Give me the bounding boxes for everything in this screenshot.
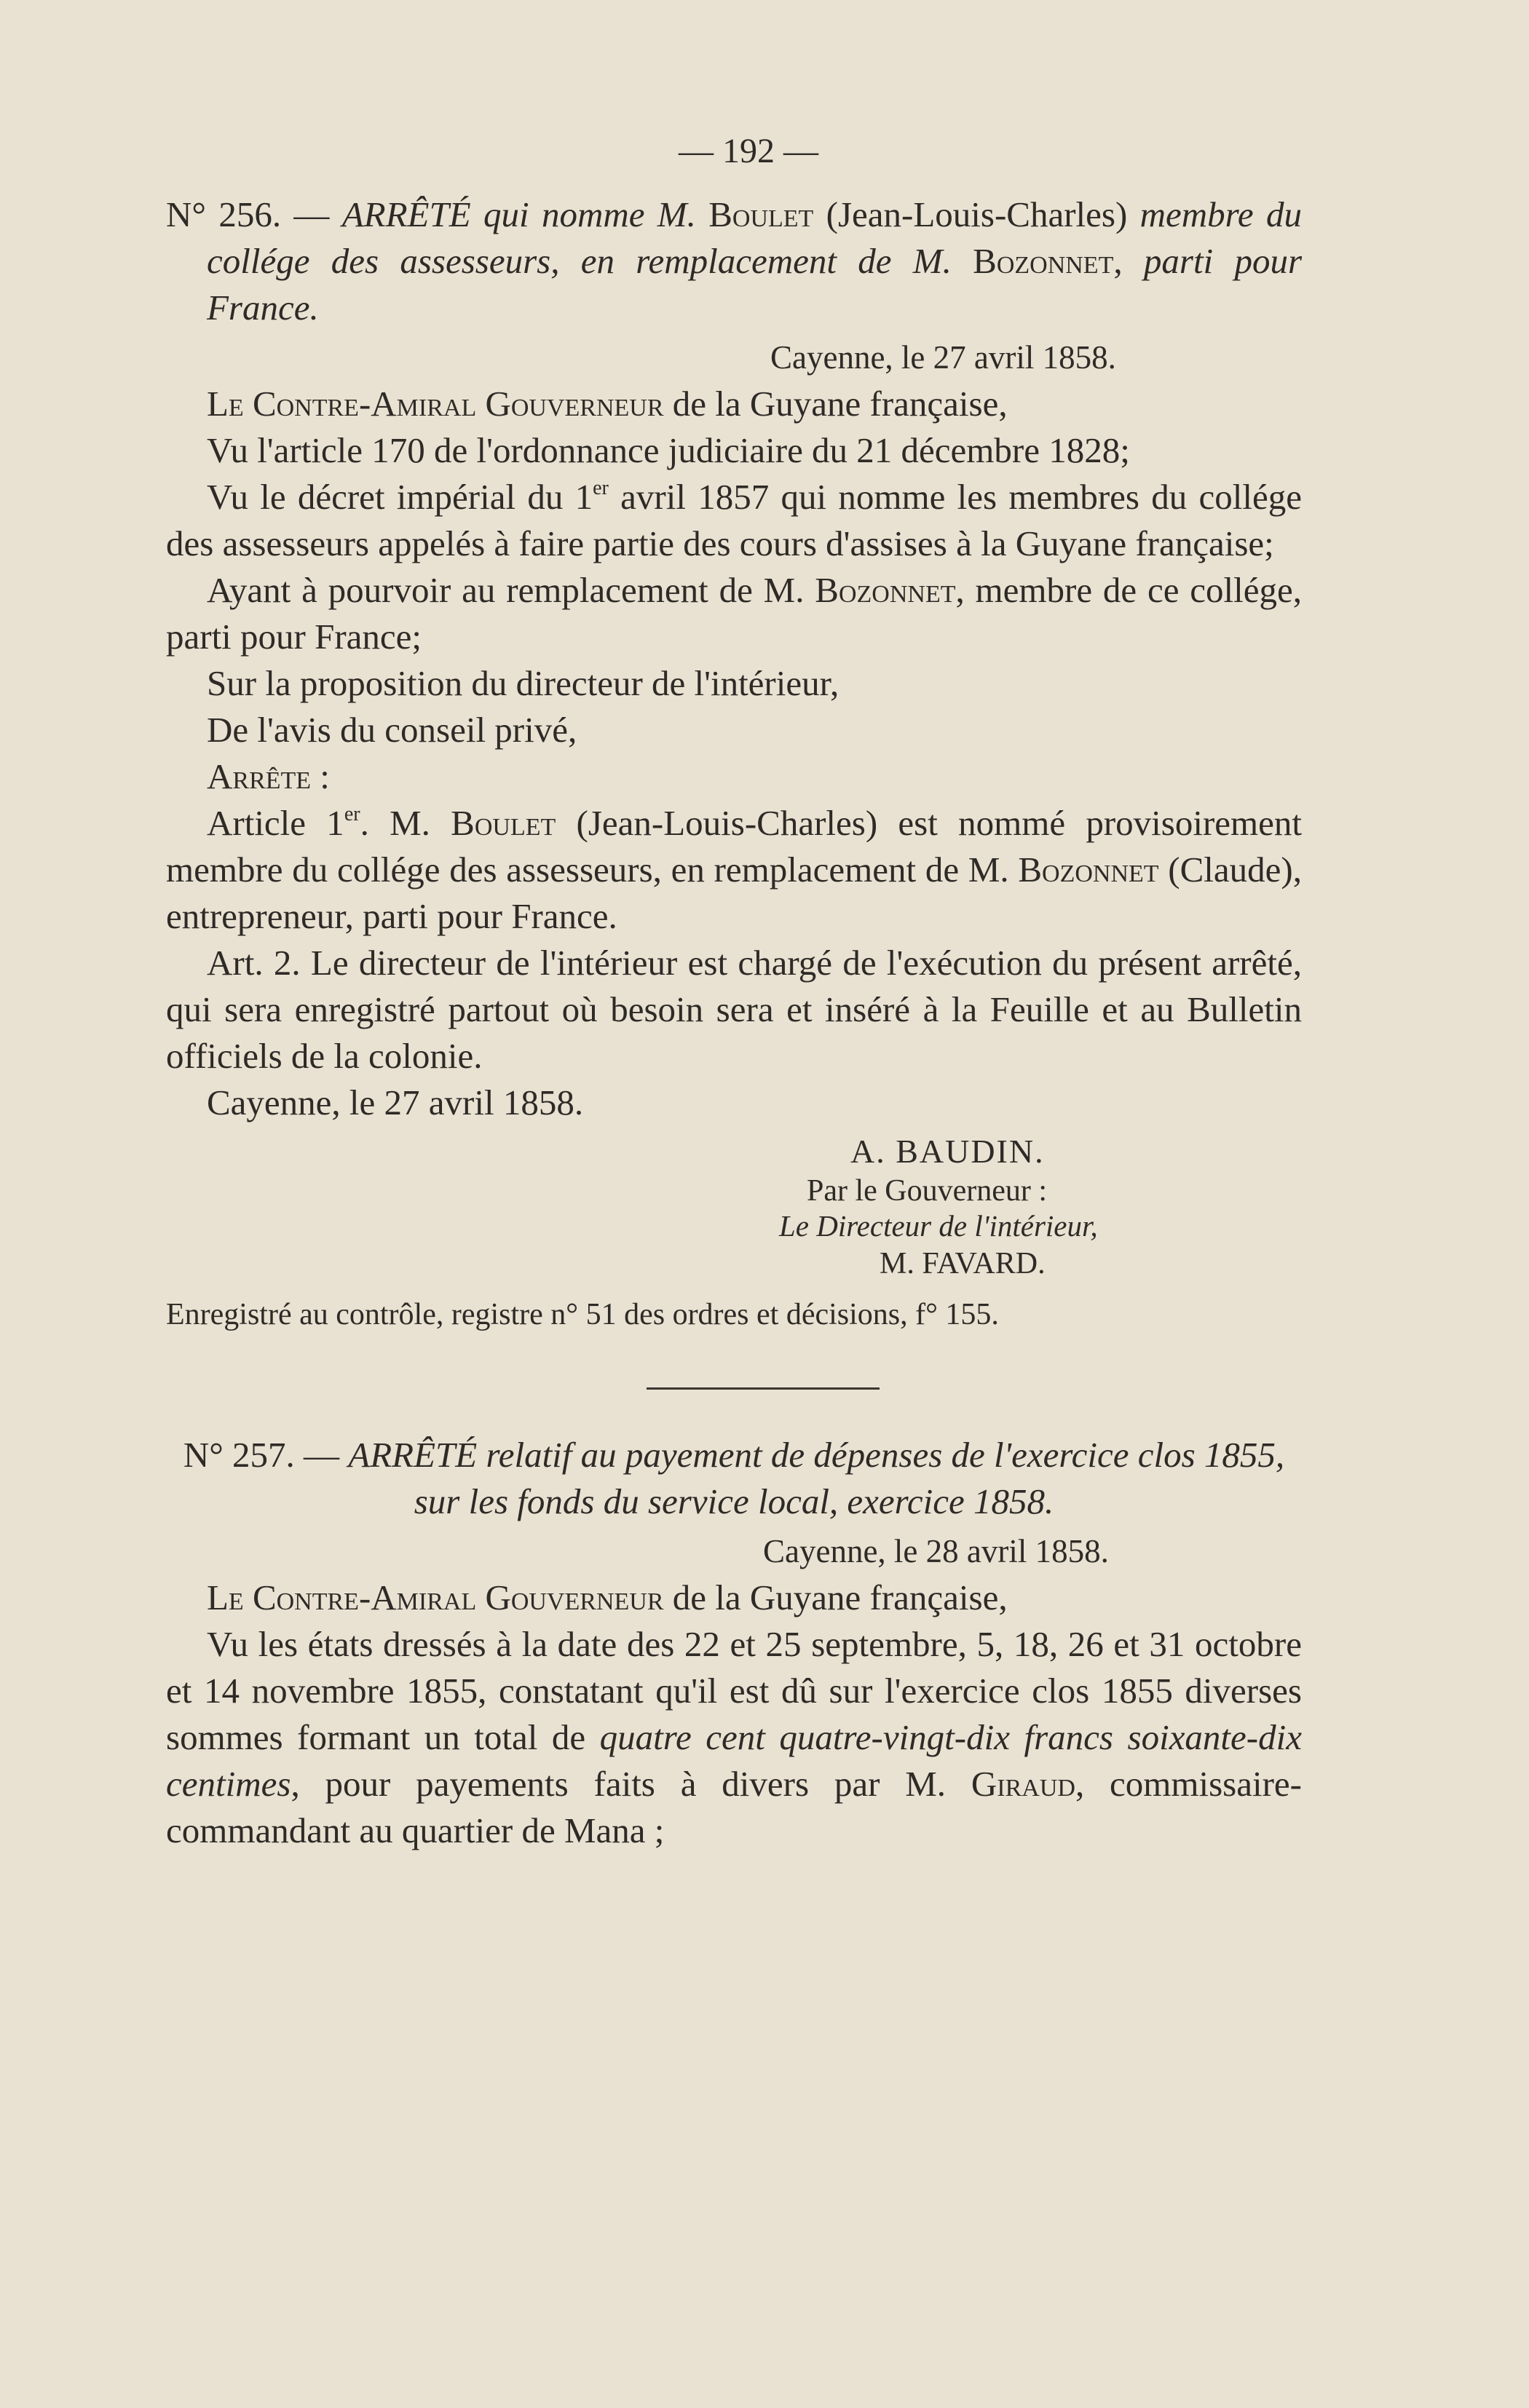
decree-257-title xyxy=(166,1432,1302,1525)
considerant-2: Vu le décret impérial du 1er avril 1857 qui nomme les membres du collége des assesseurs appelés à faire partie des cours d'assises à la Guyane française; xyxy=(166,477,1302,563)
person-name: Bozonnet xyxy=(973,241,1114,281)
closing-date: Cayenne, le 27 avril 1858. xyxy=(207,1082,584,1122)
page-number: — 192 — xyxy=(679,132,818,170)
signature: A. BAUDIN. xyxy=(850,1133,1045,1170)
decree-256-title: N° 256. — ARRÊTÉ qui nomme M. Boulet (Jean-Louis-Charles) membre du collége des assesseurs, en remplacement de M. Bozonnet, parti pour France. xyxy=(166,194,1303,328)
countersignature: M. FAVARD. xyxy=(880,1247,1046,1280)
title-italic: parti pour France. xyxy=(207,241,1303,328)
arrete-heading: Arrête : xyxy=(207,756,330,796)
person-name: Boulet xyxy=(708,194,814,234)
title-italic: membre du collége des assesseurs, en remplacement de M. xyxy=(207,194,1302,281)
amount-in-words: quatre cent quatre-vingt-dix francs soixante-dix centimes xyxy=(166,1717,1302,1804)
place-date: Cayenne, le 28 avril 1858. xyxy=(763,1533,1109,1569)
article-1: Article 1er. M. Boulet (Jean-Louis-Charles) est nommé provisoirement membre du collége des assesseurs, en remplacement de M. Bozonnet (Claude), entrepreneur, parti pour France. xyxy=(166,803,1302,936)
document-page xyxy=(166,131,1302,1854)
par-le-gouverneur: Par le Gouverneur : xyxy=(807,1174,1048,1208)
authority-line: Le Contre-Amiral Gouverneur de la Guyane française, xyxy=(207,1577,1008,1617)
directeur-line: Le Directeur de l'intérieur, xyxy=(779,1209,1098,1243)
registration-note: Enregistré au contrôle, registre n° 51 des ordres et décisions, f° 155. xyxy=(166,1298,999,1331)
considerant-4: Sur la proposition du directeur de l'intérieur, xyxy=(207,663,839,703)
title-italic: ARRÊTÉ qui nomme M. xyxy=(341,194,709,234)
considerant-1: Vu l'article 170 de l'ordonnance judiciaire du 21 décembre 1828; xyxy=(207,430,1130,470)
considerant-5: De l'avis du conseil privé, xyxy=(207,710,577,750)
title-italic: ARRÊTÉ relatif au payement de dépenses de l'exercice clos 1855, sur les fonds du service local, exercice 1858. xyxy=(348,1435,1285,1521)
person-forenames: (Jean-Louis-Charles) xyxy=(813,194,1140,234)
decree-number: N° 256. — xyxy=(166,194,342,234)
section-divider xyxy=(647,1387,880,1390)
authority-line: Le Contre-Amiral Gouverneur de la Guyane française, xyxy=(207,384,1008,424)
decree-number: N° 257. — xyxy=(183,1435,349,1475)
considerant-3: Ayant à pourvoir au remplacement de M. Bozonnet, membre de ce collége, parti pour France; xyxy=(166,570,1302,657)
place-date: Cayenne, le 27 avril 1858. xyxy=(770,339,1116,376)
person-name: Giraud xyxy=(971,1764,1075,1804)
article-2: Art. 2. Le directeur de l'intérieur est chargé de l'exécution du présent arrêté, qui sera enregistré partout où besoin sera et inséré à la Feuille et au Bulletin officiels de la colonie. xyxy=(166,943,1302,1076)
considerant-1: Vu les états dressés à la date des 22 et 25 septembre, 5, 18, 26 et 31 octobre et 14 novembre 1855, constatant qu'il est dû sur l'exercice clos 1855 diverses sommes formant un total de quatre cent quatre-vingt-dix francs soixante-dix centimes, pour payements faits à divers par M. Giraud, commissaire-commandant au quartier de Mana ; xyxy=(166,1624,1302,1850)
